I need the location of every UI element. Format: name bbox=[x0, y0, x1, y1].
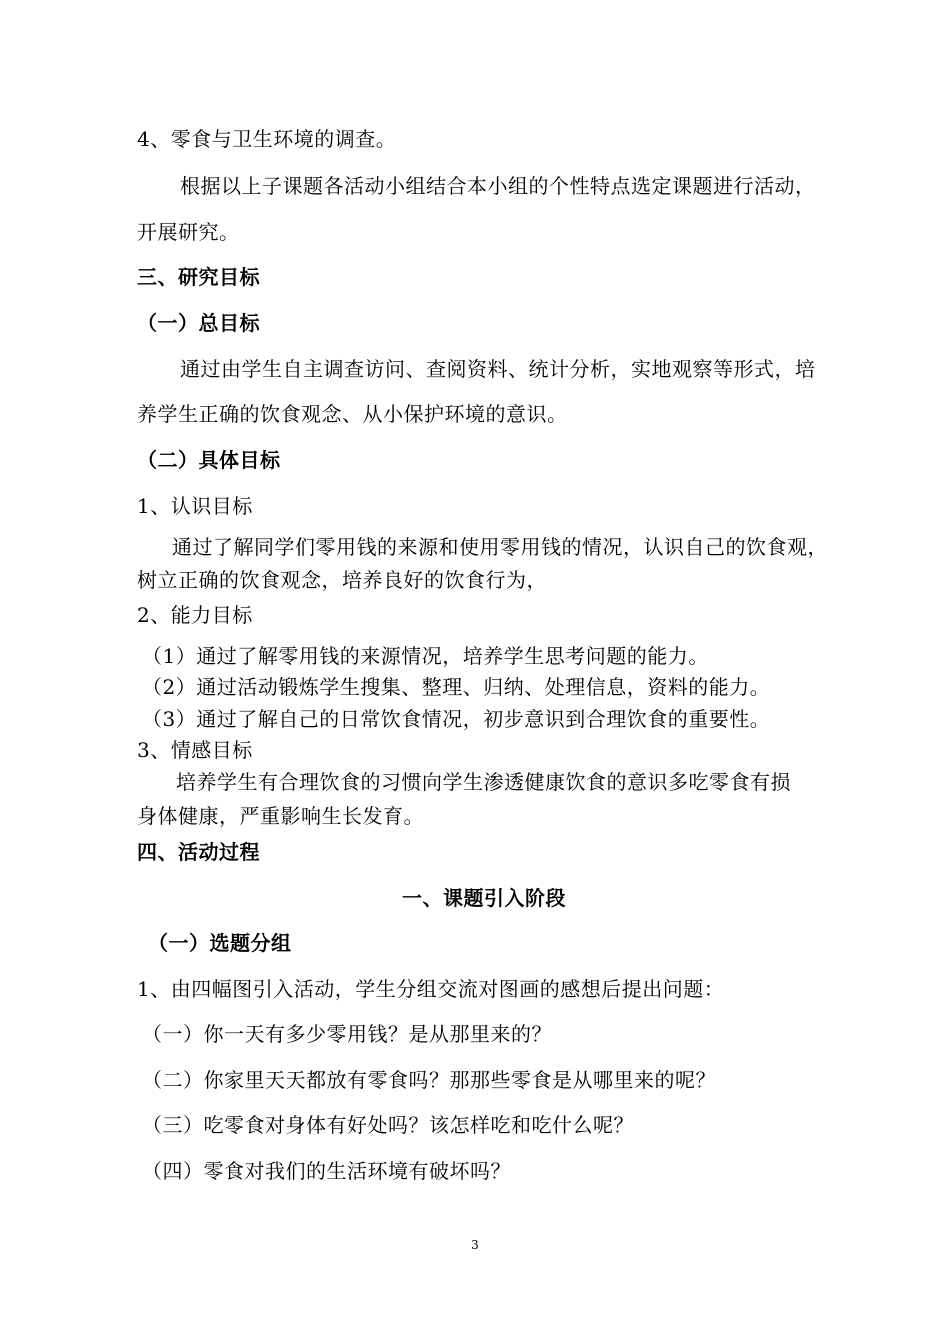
paragraph-line: 根据以上子课题各活动小组结合本小组的个性特点选定课题进行活动， bbox=[180, 174, 816, 198]
list-item: （3）通过了解自己的日常饮食情况，初步意识到合理饮食的重要性。 bbox=[142, 707, 771, 731]
paragraph-line: 身体健康，严重影响生长发育。 bbox=[137, 804, 424, 828]
subsection-heading: （一）总目标 bbox=[137, 311, 260, 335]
paragraph-line: 树立正确的饮食观念，培养良好的饮食行为， bbox=[137, 568, 547, 592]
section-heading: 四、活动过程 bbox=[137, 840, 260, 864]
item-heading: 3、情感目标 bbox=[137, 738, 253, 762]
paragraph-line: 开展研究。 bbox=[137, 220, 240, 244]
item-heading: 1、认识目标 bbox=[137, 494, 253, 518]
stage-heading: 一、课题引入阶段 bbox=[402, 886, 566, 910]
subtopic-item-4: 4、零食与卫生环境的调查。 bbox=[137, 127, 397, 151]
section-heading: 三、研究目标 bbox=[137, 265, 260, 289]
subsection-heading: （一）选题分组 bbox=[148, 931, 292, 955]
question-item: （二）你家里天天都放有零食吗？那那些零食是从哪里来的呢？ bbox=[142, 1068, 716, 1092]
subsection-heading: （二）具体目标 bbox=[137, 448, 281, 472]
page-number: 3 bbox=[471, 1238, 479, 1252]
item-heading: 2、能力目标 bbox=[137, 603, 253, 627]
list-item: （1）通过了解零用钱的来源情况，培养学生思考问题的能力。 bbox=[142, 644, 709, 668]
list-item: （2）通过活动锻炼学生搜集、整理、归纳、处理信息，资料的能力。 bbox=[142, 675, 771, 699]
question-item: （三）吃零食对身体有好处吗？该怎样吃和吃什么呢？ bbox=[142, 1113, 634, 1137]
paragraph-line: 通过了解同学们零用钱的来源和使用零用钱的情况，认识自己的饮食观， bbox=[172, 535, 828, 559]
question-item: （四）零食对我们的生活环境有破坏吗？ bbox=[142, 1159, 511, 1183]
paragraph-line: 通过由学生自主调查访问、查阅资料、统计分析，实地观察等形式，培 bbox=[180, 357, 816, 381]
question-item: （一）你一天有多少零用钱？是从那里来的？ bbox=[142, 1022, 552, 1046]
paragraph-line: 培养学生有合理饮食的习惯向学生渗透健康饮食的意识多吃零食有损 bbox=[176, 770, 791, 794]
paragraph-line: 养学生正确的饮食观念、从小保护环境的意识。 bbox=[137, 402, 568, 426]
paragraph-line: 1、由四幅图引入活动，学生分组交流对图画的感想后提出问题： bbox=[137, 977, 725, 1001]
